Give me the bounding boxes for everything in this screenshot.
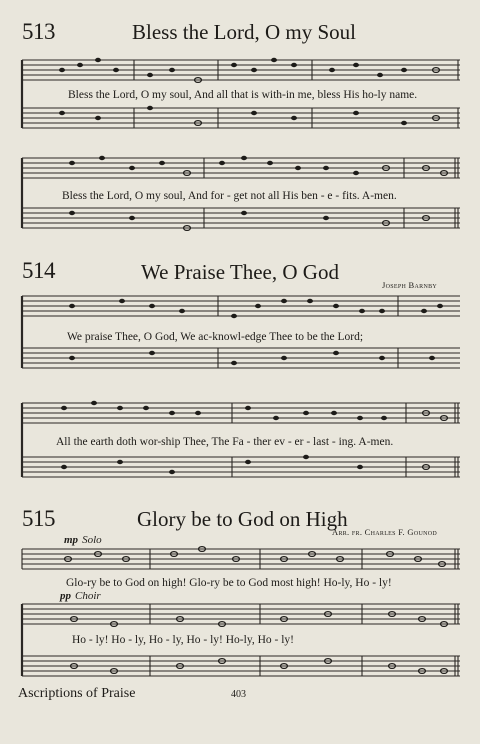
music-note xyxy=(331,411,337,415)
music-note xyxy=(303,455,309,459)
music-note xyxy=(401,68,407,72)
hymn-number: 513 xyxy=(22,19,55,44)
music-note xyxy=(377,73,383,77)
music-note xyxy=(219,161,225,165)
music-note xyxy=(91,401,97,405)
music-note xyxy=(303,411,309,415)
music-note xyxy=(61,465,67,469)
hymn-title: We Praise Thee, O God xyxy=(141,260,339,284)
music-note xyxy=(251,111,257,115)
music-note xyxy=(117,460,123,464)
music-note xyxy=(421,309,427,313)
lyric-line: Ho - ly! Ho - ly, Ho - ly, Ho - ly! Ho-ly, Ho - ly! xyxy=(72,634,294,646)
music-note xyxy=(353,63,359,67)
music-note xyxy=(59,111,65,115)
music-note xyxy=(379,309,385,313)
music-note xyxy=(231,361,237,365)
music-note xyxy=(117,406,123,410)
music-note xyxy=(77,63,83,67)
music-note xyxy=(149,351,155,355)
music-note xyxy=(149,304,155,308)
music-note xyxy=(251,68,257,72)
music-note xyxy=(357,465,363,469)
music-note xyxy=(271,58,277,62)
lyric-line: Glo-ry be to God on high! Glo-ry be to God most high! Ho-ly, Ho - ly! xyxy=(66,577,392,589)
music-note xyxy=(241,211,247,215)
lyric-line: Bless the Lord, O my soul, And for - get not all His ben - e - fits. A-men. xyxy=(62,190,397,202)
music-note xyxy=(169,470,175,474)
music-note xyxy=(143,406,149,410)
music-note xyxy=(119,299,125,303)
music-note xyxy=(159,161,165,165)
music-note xyxy=(273,416,279,420)
music-note xyxy=(329,68,335,72)
hymn-attribution: Joseph Barnby xyxy=(382,280,438,290)
lyric-line: Bless the Lord, O my soul, And all that is with-in me, bless His ho-ly name. xyxy=(68,89,418,101)
part-label: Choir xyxy=(75,590,101,602)
part-label: Solo xyxy=(82,534,102,546)
hymn-title: Bless the Lord, O my Soul xyxy=(132,20,356,44)
music-system xyxy=(22,545,460,577)
music-note xyxy=(69,304,75,308)
hymn-number: 515 xyxy=(22,506,55,531)
music-note xyxy=(437,304,443,308)
music-note xyxy=(169,411,175,415)
music-note xyxy=(129,166,135,170)
music-note xyxy=(69,356,75,360)
music-note xyxy=(333,304,339,308)
music-note xyxy=(69,161,75,165)
music-note xyxy=(357,416,363,420)
music-note xyxy=(429,356,435,360)
music-note xyxy=(381,416,387,420)
music-note xyxy=(147,106,153,110)
music-note xyxy=(333,351,339,355)
lyric-line: We praise Thee, O God, We ac-knowl-edge Thee to be the Lord; xyxy=(67,331,364,343)
music-note xyxy=(245,460,251,464)
dynamic-marking: pp xyxy=(60,590,71,602)
hymn-attribution: Arr. fr. Charles F. Gounod xyxy=(332,527,438,537)
music-note xyxy=(241,156,247,160)
music-note xyxy=(353,111,359,115)
music-note xyxy=(147,73,153,77)
music-note xyxy=(231,63,237,67)
music-note xyxy=(113,68,119,72)
music-note xyxy=(267,161,273,165)
hymn-number: 514 xyxy=(22,258,55,283)
music-note xyxy=(169,68,175,72)
music-note xyxy=(291,63,297,67)
music-note xyxy=(401,121,407,125)
music-note xyxy=(61,406,67,410)
music-note xyxy=(99,156,105,160)
music-note xyxy=(307,299,313,303)
music-note xyxy=(359,309,365,313)
music-note xyxy=(129,216,135,220)
music-note xyxy=(323,166,329,170)
lyric-line: All the earth doth wor-ship Thee, The Fa - ther ev - er - last - ing. A-men. xyxy=(56,436,394,448)
music-note xyxy=(95,58,101,62)
music-note xyxy=(69,211,75,215)
music-note xyxy=(179,309,185,313)
hymn-title: Glory be to God on High xyxy=(137,507,348,531)
music-note xyxy=(295,166,301,170)
page-number: 403 xyxy=(231,689,246,700)
music-note xyxy=(231,314,237,318)
music-note xyxy=(379,356,385,360)
music-note xyxy=(59,68,65,72)
music-note xyxy=(323,216,329,220)
music-note xyxy=(195,411,201,415)
music-note xyxy=(353,171,359,175)
music-note xyxy=(255,304,261,308)
music-note xyxy=(245,406,251,410)
music-note xyxy=(281,356,287,360)
section-footer: Ascriptions of Praise xyxy=(18,686,136,701)
music-note xyxy=(291,116,297,120)
music-note xyxy=(95,116,101,120)
music-note xyxy=(281,299,287,303)
dynamic-marking: mp xyxy=(64,534,79,546)
